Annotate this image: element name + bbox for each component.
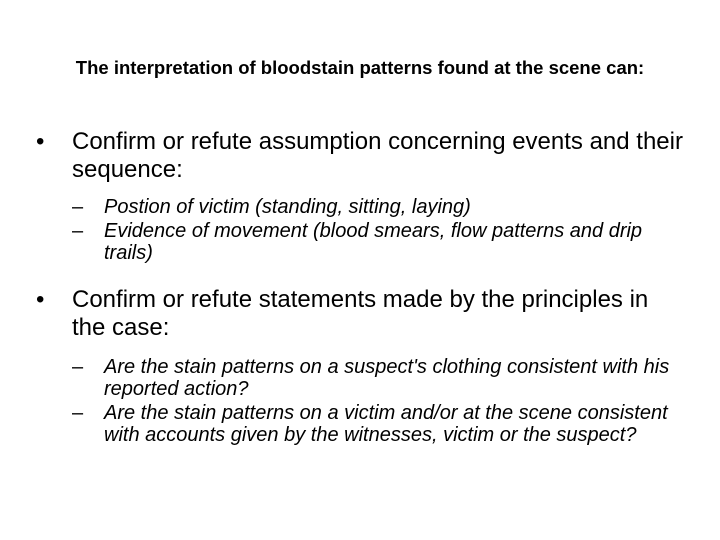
bullet-text: Confirm or refute statements made by the principles in the case: <box>72 286 649 341</box>
sub-bullet-item <box>72 402 686 446</box>
sub-bullet-text: Postion of victim (standing, sitting, laying) <box>104 196 471 218</box>
sub-bullet-text: Evidence of movement (blood smears, flow patterns and drip trails) <box>104 220 643 264</box>
slide-title: The interpretation of bloodstain patterns found at the scene can: <box>75 57 645 78</box>
bullet-text: Confirm or refute assumption concerning events and their sequence: <box>72 128 683 183</box>
sub-bullet-item <box>72 220 686 264</box>
sub-bullet-marker: – <box>72 402 84 424</box>
sub-bullet-text: Are the stain patterns on a victim and/or at the scene consistent with accounts given by the witnesses, victim or the suspect? <box>104 402 668 446</box>
bullet-item <box>36 128 686 184</box>
sub-bullet-marker: – <box>72 220 84 242</box>
sub-bullet-text: Are the stain patterns on a suspect's clothing consistent with his reported action? <box>104 356 670 400</box>
sub-bullet-marker: – <box>72 196 84 218</box>
bullet-list <box>36 128 686 446</box>
bullet-item <box>36 286 686 342</box>
sub-bullet-marker: – <box>72 356 84 378</box>
sub-bullet-list <box>72 196 686 264</box>
sub-bullet-item <box>72 356 686 400</box>
sub-bullet-item <box>72 196 686 218</box>
bullet-marker: • <box>36 128 45 155</box>
bullet-marker: • <box>36 286 45 313</box>
sub-bullet-list <box>72 356 686 446</box>
